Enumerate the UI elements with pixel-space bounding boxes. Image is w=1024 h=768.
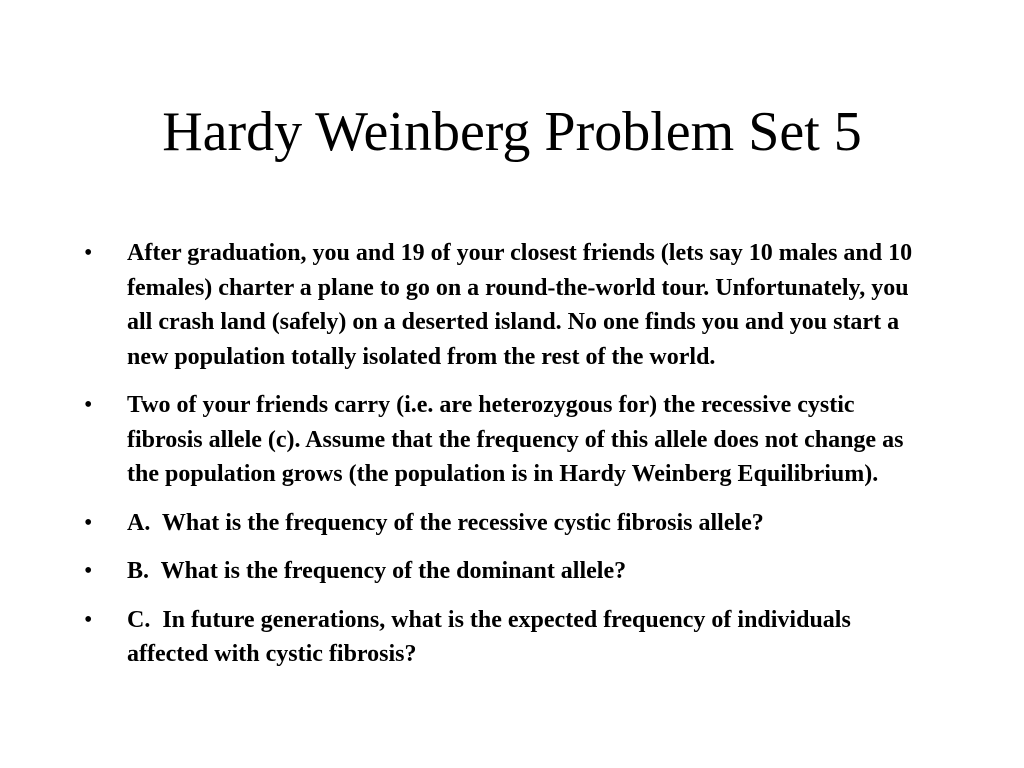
bullet-item-question-b (84, 554, 924, 589)
bullet-text: C. In future generations, what is the expected frequency of individuals affected with cystic fibrosis? (127, 606, 857, 667)
bullet-text: B. What is the frequency of the dominant allele? (127, 558, 627, 584)
bullet-icon: • (84, 509, 93, 536)
slide-title: Hardy Weinberg Problem Set 5 (162, 101, 862, 163)
bullet-icon: • (84, 558, 93, 584)
bullet-icon: • (84, 240, 93, 266)
bullet-text: Two of your friends carry (i.e. are heterozygous for) the recessive cystic fibrosis allele (c). Assume that the frequency of this allele does not change as the population grows (the population is in Hardy Weinberg Equilibrium). (127, 392, 904, 487)
bullet-icon: • (84, 392, 93, 418)
bullet-icon: • (84, 606, 93, 633)
bullet-text: After graduation, you and 19 of your closest friends (lets say 10 males and 10 females) charter a plane to go on a round-the-world tour. Unfortunately, you all crash land (safely) on a deserted island. No one finds you and you start a new population totally isolated from the rest of the world. (127, 240, 913, 370)
bullet-list (84, 236, 924, 686)
bullet-item-carriers (84, 388, 924, 492)
bullet-text: A. What is the frequency of the recessive cystic fibrosis allele? (127, 509, 764, 536)
bullet-item-question-a (84, 506, 924, 541)
bullet-item-scenario (84, 236, 924, 374)
bullet-item-question-c (84, 603, 924, 672)
